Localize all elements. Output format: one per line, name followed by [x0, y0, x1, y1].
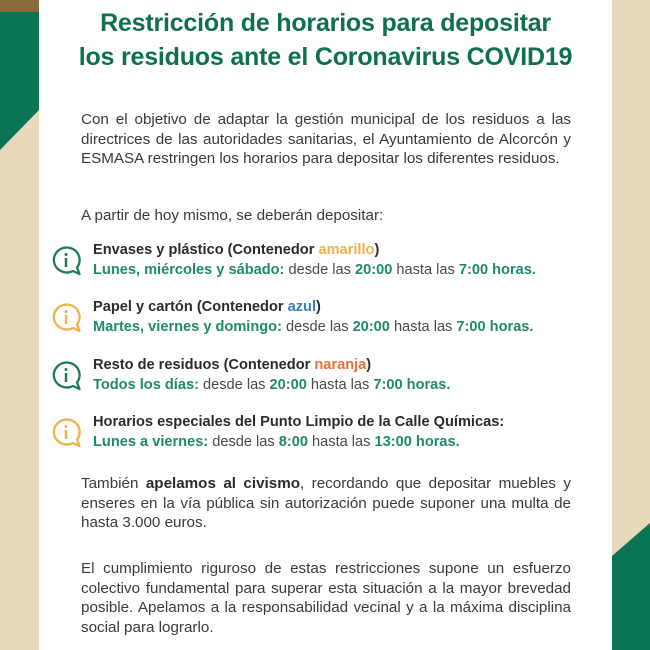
left-decorative-band	[0, 0, 39, 650]
item-title: Papel y cartón (Contenedor azul)	[93, 299, 321, 315]
container-color-amarillo: amarillo	[318, 242, 375, 258]
title-line-2: los residuos ante el Coronavirus COVID19	[78, 43, 573, 71]
intro-paragraph: Con el objetivo de adaptar la gestión municipal de los residuos a las directrices de las autoridades sanitarias, el Ayuntamiento de Alcorcón y ESMASA restringen los horarios para depositar los diferentes residuos.	[81, 111, 571, 167]
civismo-paragraph: También apelamos al civismo, recordando que depositar muebles y enseres en la vía pública sin autorización puede suponer una multa de hasta 3.000 euros.	[81, 475, 572, 531]
item-schedule: Todos los días: desde las 20:00 hasta las 7:00 horas.	[93, 376, 451, 393]
schedule-item-envases	[49, 241, 589, 281]
info-speech-bubble-icon	[49, 359, 83, 393]
info-speech-bubble-icon	[49, 244, 83, 278]
notice-page	[39, 0, 612, 650]
info-speech-bubble-icon	[49, 301, 83, 335]
schedule-item-papel	[49, 298, 589, 338]
item-title: Envases y plástico (Contenedor amarillo)	[93, 242, 380, 258]
schedule-item-resto	[49, 356, 589, 396]
title-line-1: Restricción de horarios para depositar	[100, 9, 551, 37]
container-color-naranja: naranja	[314, 357, 367, 373]
closing-paragraph: El cumplimiento riguroso de estas restricciones supone un esfuerzo colectivo fundamental para superar esta situación a la mayor brevedad posible. Apelamos a la responsabilidad vecinal y a la máxima disciplina social para lograrlo.	[81, 560, 571, 636]
item-schedule: Lunes, miércoles y sábado: desde las 20:00 hasta las 7:00 horas.	[93, 261, 536, 278]
item-title: Resto de residuos (Contenedor naranja)	[93, 357, 372, 373]
civismo-emphasis: apelamos al civismo	[145, 475, 300, 492]
info-speech-bubble-icon	[49, 416, 83, 450]
right-decorative-band	[612, 0, 650, 650]
item-schedule: Martes, viernes y domingo: desde las 20:00 hasta las 7:00 horas.	[93, 318, 534, 335]
lead-in-paragraph: A partir de hoy mismo, se deberán depositar:	[81, 207, 384, 224]
item-schedule: Lunes a viernes: desde las 8:00 hasta las 13:00 horas.	[93, 433, 460, 450]
item-title: Horarios especiales del Punto Limpio de la Calle Químicas:	[93, 414, 505, 430]
page-title	[39, 6, 612, 74]
container-color-azul: azul	[287, 299, 317, 315]
schedule-item-punto-limpio	[49, 413, 589, 453]
